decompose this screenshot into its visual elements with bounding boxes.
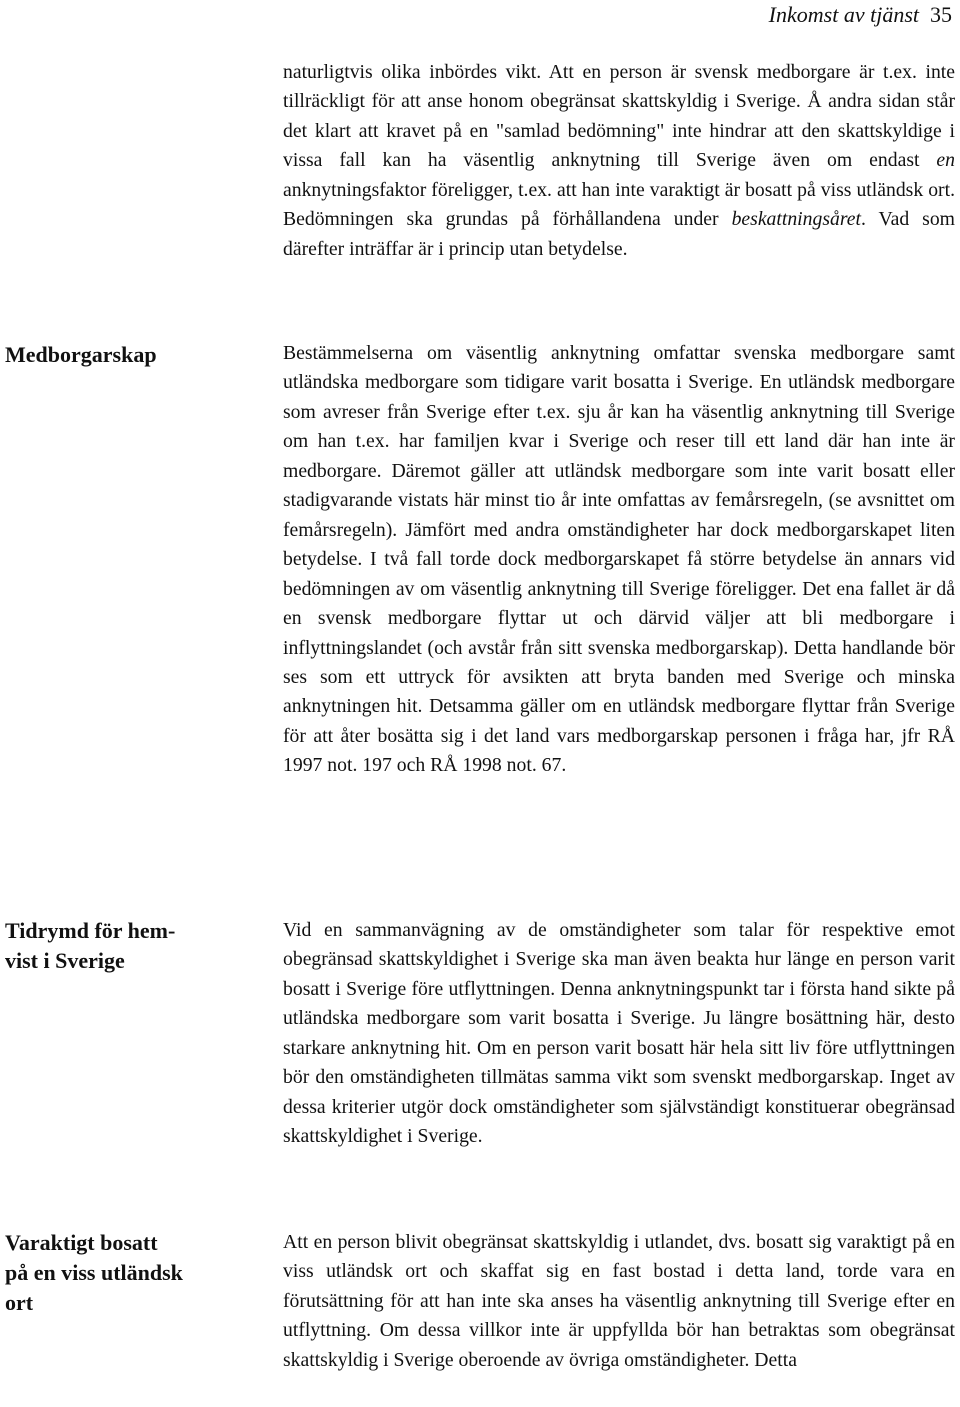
paragraph-4-text: Att en person blivit obegränsat skattskyldig i utlandet, dvs. bosatt sig varaktigt på en viss utländsk ort och skaffat sig en fast bostad i detta land, torde vara en förutsättning för att han inte ska anses ha väsentlig anknytning till Sverige efter en utflyttning. Om dessa villkor inte är uppfyllda bör han betraktas som obegränsat skattskyldig i Sverige oberoende av övriga omständigheter. Detta bbox=[283, 1231, 955, 1371]
paragraph-3-text: Vid en sammanvägning av de omständigheter som talar för respektive emot obegränsad skattskyldighet i Sverige ska man även beakta hur länge en person varit bosatt i Sverige före utflyttningen. Denna anknytningspunkt tar i första hand sikte på utländska medborgare som varit bosatta i Sverige. Ju längre bosättning här, desto starkare anknytning hit. Om en person varit bosatt här hela sitt liv före utflyttningen bör den omständigheten tillmätas samma vikt som svenskt medborgarskap. Inget av dessa kriterier utgör dock omständigheter som självständigt konstituerar obegränsad skattskyldighet i Sverige. bbox=[283, 919, 955, 1148]
paragraph-2-text: Bestämmelserna om väsentlig anknytning omfattar svenska medborgare samt utländska medborgare som tidigare varit bosatta i Sverige. En utländsk medborgare som avreser från Sverige efter t.ex. sju år kan ha väsentlig anknytning till Sverige om han t.ex. har familjen kvar i Sverige och reser till ett land där han inte är medborgare. Däremot gäller att utländsk medborgare som inte varit bosatt eller stadigvarande vistats här minst tio år inte omfattas av femårsregeln, (se avsnittet om femårsregeln). Jämfört med andra omständigheter har dock medborgarskapet liten betydelse. I två fall torde dock medborgarskapet få större betydelse än annars vid bedömningen av om väsentlig anknytning till Sverige föreligger. Det ena fallet är då en svensk medborgare flyttar ut och därvid väljer att bli medborgare i inflyttningslandet (och avstår från sitt svenska medborgarskap). Detta handlande bör ses som ett uttryck för avsikten att bryta banden med Sverige och minska anknytningen hit. Detsamma gäller om en utländsk medborgare flyttar från Sverige för att åter bosätta sig i det land vars medborgarskap personen i fråga har, jfr RÅ 1997 not. 197 och RÅ 1998 not. 67. bbox=[283, 342, 955, 777]
paragraph-1-part-c: . Vad som därefter inträffar är i princip utan betydelse. bbox=[283, 208, 955, 260]
emphasis-beskattningsaret: beskattningsåret bbox=[731, 208, 861, 231]
paragraph-4 bbox=[283, 1228, 955, 1375]
margin-note-line: Varaktigt bosatt bbox=[5, 1230, 158, 1255]
paragraph-1 bbox=[283, 58, 955, 264]
margin-note-medborgarskap bbox=[5, 340, 235, 370]
margin-note-line: på en viss utländsk bbox=[5, 1260, 183, 1285]
margin-note-line: ort bbox=[5, 1290, 34, 1315]
running-header bbox=[769, 2, 952, 28]
paragraph-2 bbox=[283, 339, 955, 781]
margin-note-tidrymd bbox=[5, 916, 235, 976]
margin-note-varaktigt bbox=[5, 1228, 235, 1318]
page-number: 35 bbox=[930, 2, 952, 27]
paragraph-1-part-a: naturligtvis olika inbördes vikt. Att en person är svensk medborgare är t.ex. inte tillräckligt för att anse honom obegränsat skattskyldig i Sverige. Å andra sidan står det klart att kravet på en "samlad bedömning" inte hindrar att den skattskyldige i vissa fall kan ha väsentlig anknytning till Sverige även om endast bbox=[283, 61, 955, 172]
margin-note-line: vist i Sverige bbox=[5, 948, 125, 973]
running-title: Inkomst av tjänst bbox=[768, 2, 919, 27]
paragraph-3 bbox=[283, 916, 955, 1152]
margin-note-line: Tidrymd för hem- bbox=[5, 918, 176, 943]
paragraph-1-part-b: anknytningsfaktor föreligger, t.ex. att han inte varaktigt är bosatt på viss utländsk ort. Bedömningen ska grundas på förhållandena under bbox=[283, 178, 955, 231]
emphasis-en: en bbox=[936, 149, 955, 172]
margin-note-text: Medborgarskap bbox=[5, 342, 157, 367]
